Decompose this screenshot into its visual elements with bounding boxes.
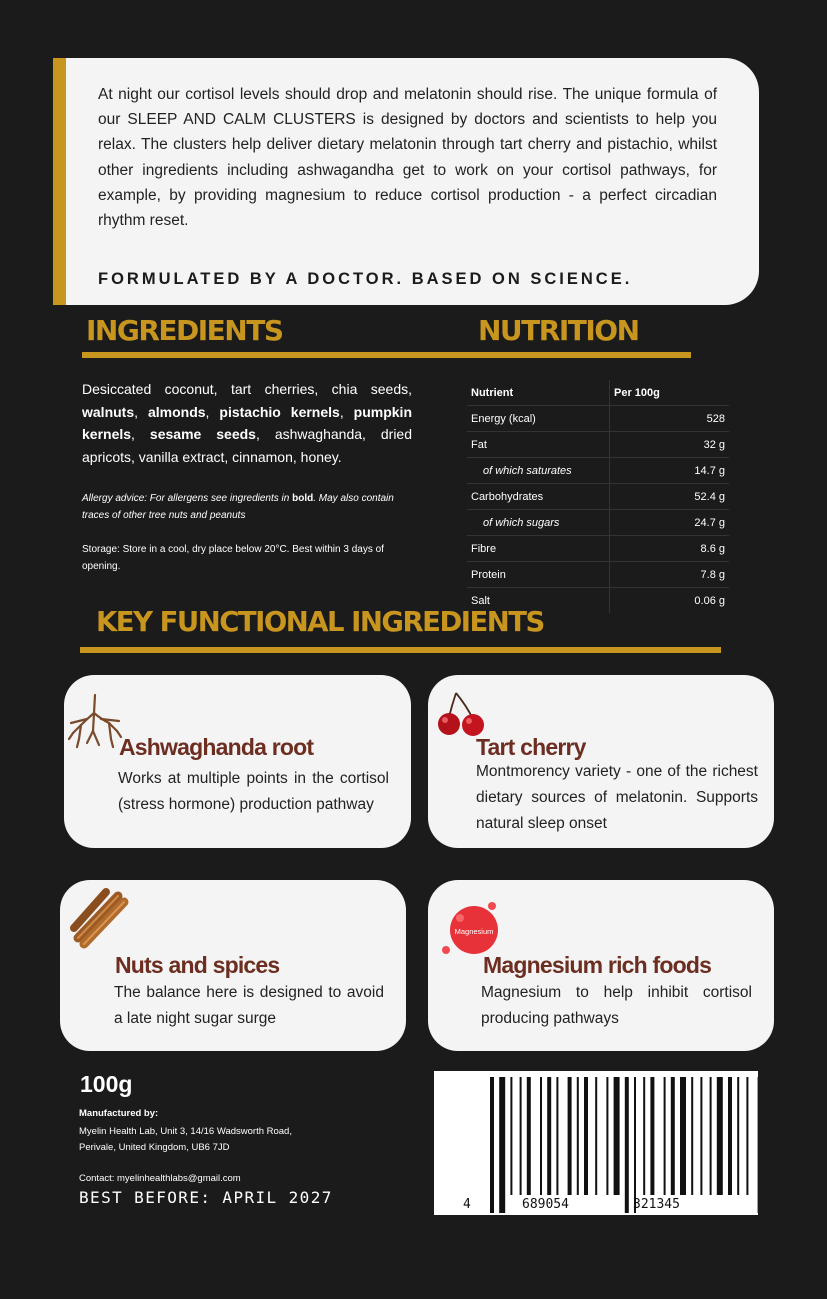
barcode [434,1071,758,1215]
nutrient-name: Salt [467,588,610,614]
intro-accent-bar [53,58,66,305]
barcode-group-left: 689054 [522,1197,569,1212]
barcode-bar [606,1077,608,1195]
nutrition-row [467,432,729,458]
cherry-icon [436,691,488,737]
nutrient-value: 14.7 g [610,458,730,484]
nuts-spices-title: Nuts and spices [115,952,280,978]
ingredient-text: , [134,403,148,420]
cinnamon-icon [70,888,132,950]
nutrient-name: Fibre [467,536,610,562]
barcode-bar [614,1077,620,1195]
barcode-bar [510,1077,512,1195]
nutrient-value: 24.7 g [610,510,730,536]
barcode-bar [737,1077,739,1195]
magnesium-icon [440,898,502,960]
storage-info: Storage: Store in a cool, dry place below 20°C. Best within 3 days of opening. [82,544,384,572]
magnesium-icon-label: Magnesium [454,927,494,936]
nutrient-value: 32 g [610,432,730,458]
barcode-bars [434,1071,758,1215]
magnesium-text: Magnesium to help inhibit cortisol producing pathways [481,984,752,1027]
barcode-bar [664,1077,666,1195]
ingredient-text: , ashwaghanda, dried apricots, vanilla extract, cinnamon, honey. [82,426,413,465]
barcode-bar [584,1077,588,1195]
nutrient-header: Nutrient [467,380,610,406]
nutrient-name: Fat [467,432,610,458]
barcode-bar [556,1077,558,1195]
allergen-ingredient: sesame seeds [149,426,256,442]
ingredients-heading: INGREDIENTS [86,314,283,347]
barcode-bar [568,1077,572,1195]
intro-text: At night our cortisol levels should drop and melatonin should rise. The unique formula of our SLEEP AND CALM CLUSTERS is designed by doctors and scientists to help you relax. The clusters help deliver dietary melatonin through tart cherry and pistachio, whilst other ingredients including ashwagandha get to work on your cortisol pathways, for example, by providing magnesium to reduce cortisol production - a perfect circadian rhythm reset. [98,86,717,230]
per-100g-header: Per 100g [610,380,730,406]
nutrition-header-row [467,380,729,406]
ingredient-text: , [205,403,220,420]
nutrient-value: 0.06 g [694,594,725,607]
barcode-bar [540,1077,542,1195]
root-icon [67,693,123,749]
barcode-bar [728,1077,732,1195]
barcode-bar [625,1077,629,1213]
tart-cherry-card [428,675,774,848]
nutrient-name: of which sugars [467,510,610,536]
tart-cherry-text: Montmorency variety - one of the richest dietary sources of melatonin. Supports natural sleep onset [476,763,758,832]
ashwaghanda-title: Ashwaghanda root [119,734,314,760]
manufactured-by-label: Manufactured by: [79,1108,159,1119]
magnesium-card [428,880,774,1051]
manufacturer-address: Myelin Health Lab, Unit 3, 14/16 Wadsworth Road, Perivale, United Kingdom, UB6 7JD [79,1126,292,1153]
tagline: FORMULATED BY A DOCTOR. BASED ON SCIENCE. [98,270,633,288]
nutrition-row [467,562,729,588]
barcode-bar [671,1077,675,1195]
barcode-bar [490,1077,494,1213]
barcode-bar [691,1077,693,1195]
nutrient-value: 52.4 g [610,484,730,510]
nutrition-row [467,510,729,536]
nutrient-name: of which saturates [467,458,610,484]
nuts-spices-text: The balance here is designed to avoid a late night sugar surge [114,984,384,1027]
nutrition-row [467,406,729,432]
contact-email: Contact: myelinhealthlabs@gmail.com [79,1173,241,1184]
barcode-bar [680,1077,686,1195]
nuts-spices-card [60,880,406,1051]
nutrient-name: Energy (kcal) [467,406,610,432]
barcode-bar [650,1077,654,1195]
nutrition-row [467,458,729,484]
magnesium-title: Magnesium rich foods [483,952,712,978]
nutrient-value: 8.6 g [610,536,730,562]
barcode-bar [643,1077,645,1195]
nutrient-value: 528 [610,406,730,432]
barcode-bar [710,1077,712,1195]
ingredient-text: , [339,403,354,420]
barcode-bar [700,1077,702,1195]
ingredients-rule [82,352,691,358]
barcode-bar [520,1077,522,1195]
barcode-bar [717,1077,723,1195]
allergen-ingredient: almonds [147,403,206,420]
barcode-group-right: 321345 [633,1197,680,1212]
barcode-bar [577,1077,579,1195]
ingredients-list [82,378,412,468]
barcode-bar [527,1077,531,1195]
nutrient-name: Protein [467,562,610,588]
best-before-date: BEST BEFORE: APRIL 2027 [79,1188,333,1207]
barcode-bar [595,1077,597,1195]
nutrient-name: Carbohydrates [467,484,610,510]
allergen-ingredient: pumpkin kernels [82,403,413,442]
nutrition-heading: NUTRITION [478,314,639,347]
allergen-ingredient: walnuts [82,403,135,420]
ashwaghanda-card [64,675,411,848]
barcode-bar [547,1077,551,1195]
allergy-advice: Allergy advice: For allergens see ingredients in bold. May also contain traces of other tree nuts and peanuts [82,493,394,521]
barcode-bar [499,1077,505,1213]
allergen-ingredient: pistachio kernels [219,403,340,420]
intro-card [53,58,759,305]
nutrition-table [467,380,729,613]
nutrition-row [467,536,729,562]
net-weight: 100g [80,1071,133,1097]
key-ingredients-heading: KEY FUNCTIONAL INGREDIENTS [96,606,544,638]
key-ingredients-rule [80,647,721,653]
barcode-bar [746,1077,748,1195]
barcode-digit-first: 4 [463,1197,471,1212]
nutrition-row [467,484,729,510]
ingredient-text: Desiccated coconut, tart cherries, chia seeds, [82,381,412,397]
ingredient-text: , [131,426,150,442]
barcode-bar [634,1077,636,1213]
ashwaghanda-text: Works at multiple points in the cortisol (stress hormone) production pathway [118,770,389,813]
tart-cherry-title: Tart cherry [476,734,586,760]
nutrient-value: 7.8 g [610,562,730,588]
